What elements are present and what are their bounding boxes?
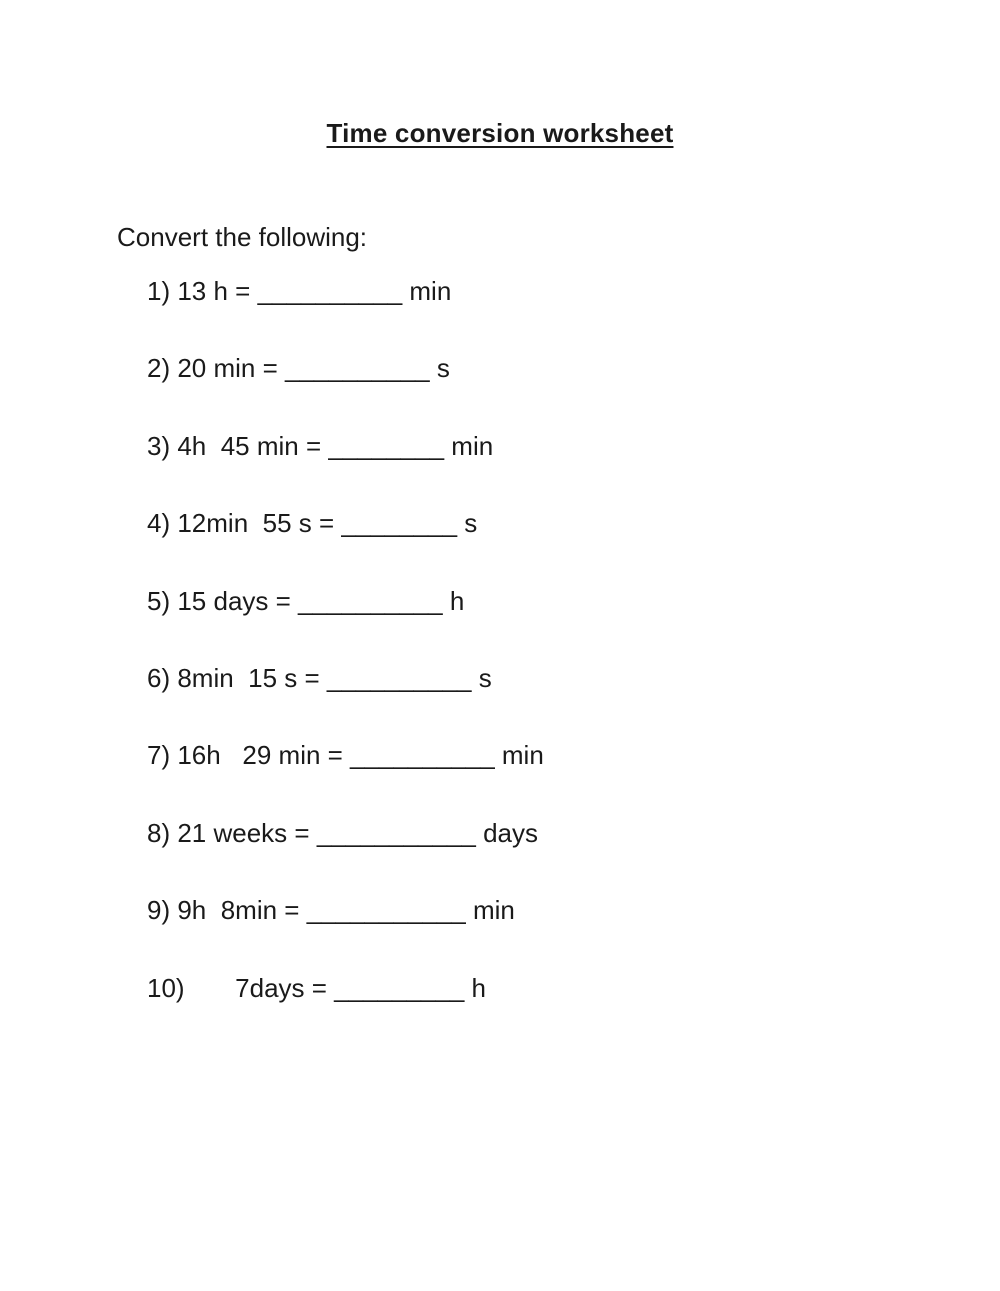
question-1: 1) 13 h = __________ min bbox=[147, 276, 452, 306]
question-2: 2) 20 min = __________ s bbox=[147, 353, 450, 384]
question-list bbox=[147, 274, 544, 1048]
question-9: 9) 9h 8min = ___________ min bbox=[147, 895, 515, 926]
worksheet-title: Time conversion worksheet bbox=[326, 118, 674, 148]
question-3: 3) 4h 45 min = ________ min bbox=[147, 430, 494, 461]
question-4: 4) 12min 55 s = ________ s bbox=[147, 508, 478, 539]
question-7: 7) 16h 29 min = __________ min bbox=[147, 740, 544, 771]
instruction-text: Convert the following: bbox=[117, 222, 368, 252]
question-8: 8) 21 weeks = ___________ days bbox=[147, 817, 539, 848]
question-6: 6) 8min 15 s = __________ s bbox=[147, 662, 492, 693]
question-5: 5) 15 days = __________ h bbox=[147, 585, 465, 616]
question-10: 10) 7days = _________ h bbox=[147, 972, 486, 1003]
